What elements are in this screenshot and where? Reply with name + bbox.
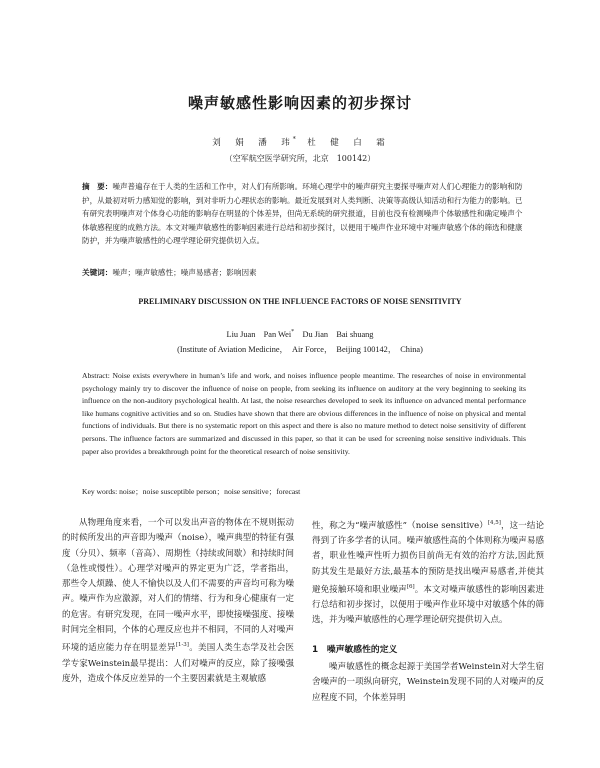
authors-cn-secondary: 杜 健 白 霜 xyxy=(307,138,388,148)
keywords-cn-label: 关键词： xyxy=(82,268,113,277)
body-paragraph xyxy=(312,516,544,629)
keywords-cn xyxy=(82,267,524,278)
corresponding-mark-en: * xyxy=(291,329,295,336)
abstract-cn xyxy=(82,180,524,248)
abstract-cn-label: 摘 要： xyxy=(82,182,113,191)
abstract-cn-text: 噪声普遍存在于人类的生活和工作中，对人们有所影响。环境心理学中的噪声研究主要探寻噪声对人们心理能力的影响和防护，从最初对听力感知觉的影响，到对非听力心理状态的影响。最近发展到对人类判断、决策等高级认知活动和行为能力的影响。已有研究表明噪声对个体身心功能的影响存在明显的个体差异，但尚无系统的研究报道，目前也没有检测噪声个体敏感性和确定噪声个体敏感程度的成熟方法。本文对噪声敏感性的影响因素进行总结和初步探讨，以便用于噪声作业环境中对噪声敏感个体的筛选和健康防护，并为噪声敏感性的心理学理论研究提供切入点。 xyxy=(82,182,523,246)
authors-cn-primary: 刘 娟 潘 玮 xyxy=(212,138,293,148)
authors-en-secondary: Du Jian Bai shuang xyxy=(294,330,374,339)
affiliation-cn: （空军航空医学研究所，北京 100142） xyxy=(224,154,376,163)
body-text: 。本文对噪声敏感性的影响因素进行总结和初步探讨，以便用于噪声作业环境中对敏感个体的筛选，并为噪声敏感性的心理学理论研究提供切入点。 xyxy=(312,584,544,626)
body-text: 。美国人类生态学及社会医学专家Weinstein最早提出：人们对噪声的反应，除了接噪强度外，造成个体反应差异的一个主要因素就是主观敏感 xyxy=(62,643,294,684)
abstract-en: Abstract: Noise exists everywhere in human’s life and work, and noises influence people meantime. The researches of noise in environmental psychology mainly try to discover the influence of noise on people, from seeking its influence on auditory at the very beginning to seeking its influence on the non-auditory psychological health. At last, the noise researches developed to seek its influence on advanced mental performance like humans cognitive activities and so on. Studies have shown that there are obvious differences in the influence of noise on physical and mental functions of individuals. But there is no systematic report on this aspect and there is also no mature method to detect noise sensitivity of different persons. The influence factors are summarized and discussed in this paper, so that it can be used for screening noise sensitive individuals. This paper also provides a breakthrough point for the theoretical research of noise sensitivity. xyxy=(82,371,526,456)
authors-en-primary: Liu Juan Pan Wei xyxy=(226,330,292,339)
citation: [1-3] xyxy=(175,642,189,649)
keywords-cn-text: 噪声；噪声敏感性；噪声易感者；影响因素 xyxy=(112,268,257,277)
paper-title-en: PRELIMINARY DISCUSSION ON THE INFLUENCE FACTORS OF NOISE SENSITIVITY xyxy=(138,297,462,306)
body-column-left xyxy=(62,516,294,687)
section-paragraph: 噪声敏感性的概念起源于美国学者Weinstein对大学生宿舍噪声的一项纵向研究，Weinstein发现不同的人对噪声的反应程度不同，个体差异明 xyxy=(312,662,544,703)
body-column-right xyxy=(312,516,544,706)
corresponding-mark: * xyxy=(292,136,296,144)
body-text: 从物理角度来看，一个可以发出声音的物体在不规则振动的时候所发出的声音即为噪声（noise），噪声典型的特征有强度（分贝）、频率（音高）、周期性（持续或间歇）和持续时间（急性或慢性）。心理学对噪声的界定更为广泛，学者指出，那些令人烦躁、使人不愉快以及人们不需要的声音均可称为噪声。噪声作为应激源，对人们的情绪、行为和身心健康有一定的危害。有研究发现，在同一噪声水平，即使接噪强度、接噪时间完全相同，个体的心理反应也并不相同，不同的人对噪声环境的适应能力存在明显差异 xyxy=(62,518,294,654)
citation: [6] xyxy=(406,584,415,591)
authors-cn xyxy=(0,136,600,148)
body-text: 性，称之为“噪声敏感性”（noise sensitive） xyxy=(312,520,488,531)
keywords-en: Key words: noise；noise susceptible person；noise sensitive；forecast xyxy=(82,487,301,496)
body-text: ，这一结论得到了许多学者的认同。噪声敏感性高的个体则称为噪声易感者，职业性噪声性听力损伤目前尚无有效的治疗方法,因此预防其发生是最好方法,最基本的预防是找出噪声易感者,并使其避免接触环境和职业噪声 xyxy=(312,520,544,595)
section-heading: 1 噪声敏感性的定义 xyxy=(312,644,398,655)
affiliation-en: (Institute of Aviation Medicine， Air Force， Beijing 100142， China) xyxy=(177,345,423,354)
authors-en xyxy=(0,328,600,340)
body-paragraph xyxy=(62,516,294,687)
citation: [4,5] xyxy=(487,520,501,526)
paper-title-cn: 噪声敏感性影响因素的初步探讨 xyxy=(187,94,412,112)
